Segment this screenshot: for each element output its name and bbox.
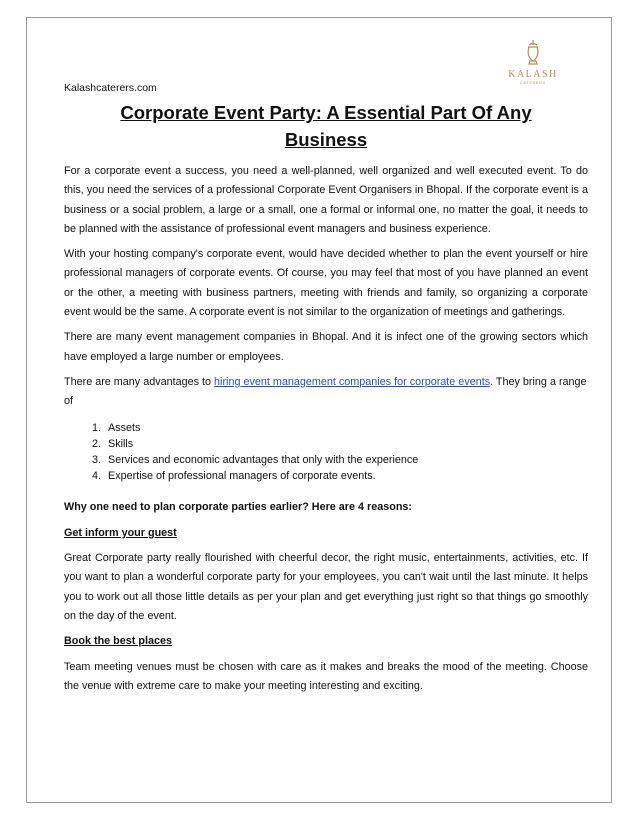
paragraph-venues: Team meeting venues must be chosen with care as it makes and breaks the mood of the meeting. Choose the venue with extreme care to make your meeting interesting and exciting. (64, 660, 588, 692)
list-item: 1. Assets (104, 420, 588, 436)
site-name: Kalashcaterers.com (64, 82, 157, 94)
article-title: Corporate Event Party: A Essential Part Of Any Business (120, 102, 532, 150)
advantages-text-before: There are many advantages to (64, 375, 215, 388)
paragraph-hosting: With your hosting company's corporate event, would have decided whether to plan the event yourself or hire professional managers of corporate events. Of course, you may feel that most of you have planned an event or the other, a meeting with business partners, meeting with friends and family, so organizing a corporate event would be the same. A corporate event is not similar to the organization of meetings and gatherings. (64, 248, 588, 319)
document-page (26, 17, 612, 803)
list-item: 2. Skills (104, 436, 588, 452)
advantages-text-after: . They bring a range of (64, 375, 587, 408)
list-item: 4. Expertise of professional managers of corporate events. (104, 468, 588, 484)
article-body (64, 82, 588, 702)
kalash-pot-icon (528, 40, 538, 64)
paragraph-advantages (64, 373, 588, 412)
logo-text: KALASH (508, 69, 558, 80)
list-item: 3. Services and economic advantages that only with the experience (104, 452, 588, 468)
event-management-link[interactable]: hiring event management companies for corporate events (214, 375, 491, 388)
subheading-best-places: Book the best places (64, 635, 173, 648)
paragraph-intro: For a corporate event a success, you need a well-planned, well organized and well executed event. To do this, you need the services of a professional Corporate Event Organisers in Bhopal. If the corporate event is a business or a social problem, a large or a small, one a formal or informal one, no matter the goal, it needs to be planned with the assistance of professional event managers and business experience. (64, 165, 588, 235)
logo-tagline: CATERERS (520, 81, 546, 85)
advantages-list (64, 420, 588, 484)
reasons-heading: Why one need to plan corporate parties earlier? Here are 4 reasons: (64, 500, 413, 513)
paragraph-party: Great Corporate party really flourished with cheerful decor, the right music, entertainments, activities, etc. If you want to plan a wonderful corporate party for your employees, you can't wait until the last minute. It helps you to work out all those little details as per your plan and get everything just right so that things go smoothly on the day of the event. (64, 552, 588, 623)
subheading-inform-guest: Get inform your guest (64, 526, 177, 539)
paragraph-companies: There are many event management companies in Bhopal. And it is infect one of the growing sectors which have employed a large number or employees. (64, 331, 588, 363)
